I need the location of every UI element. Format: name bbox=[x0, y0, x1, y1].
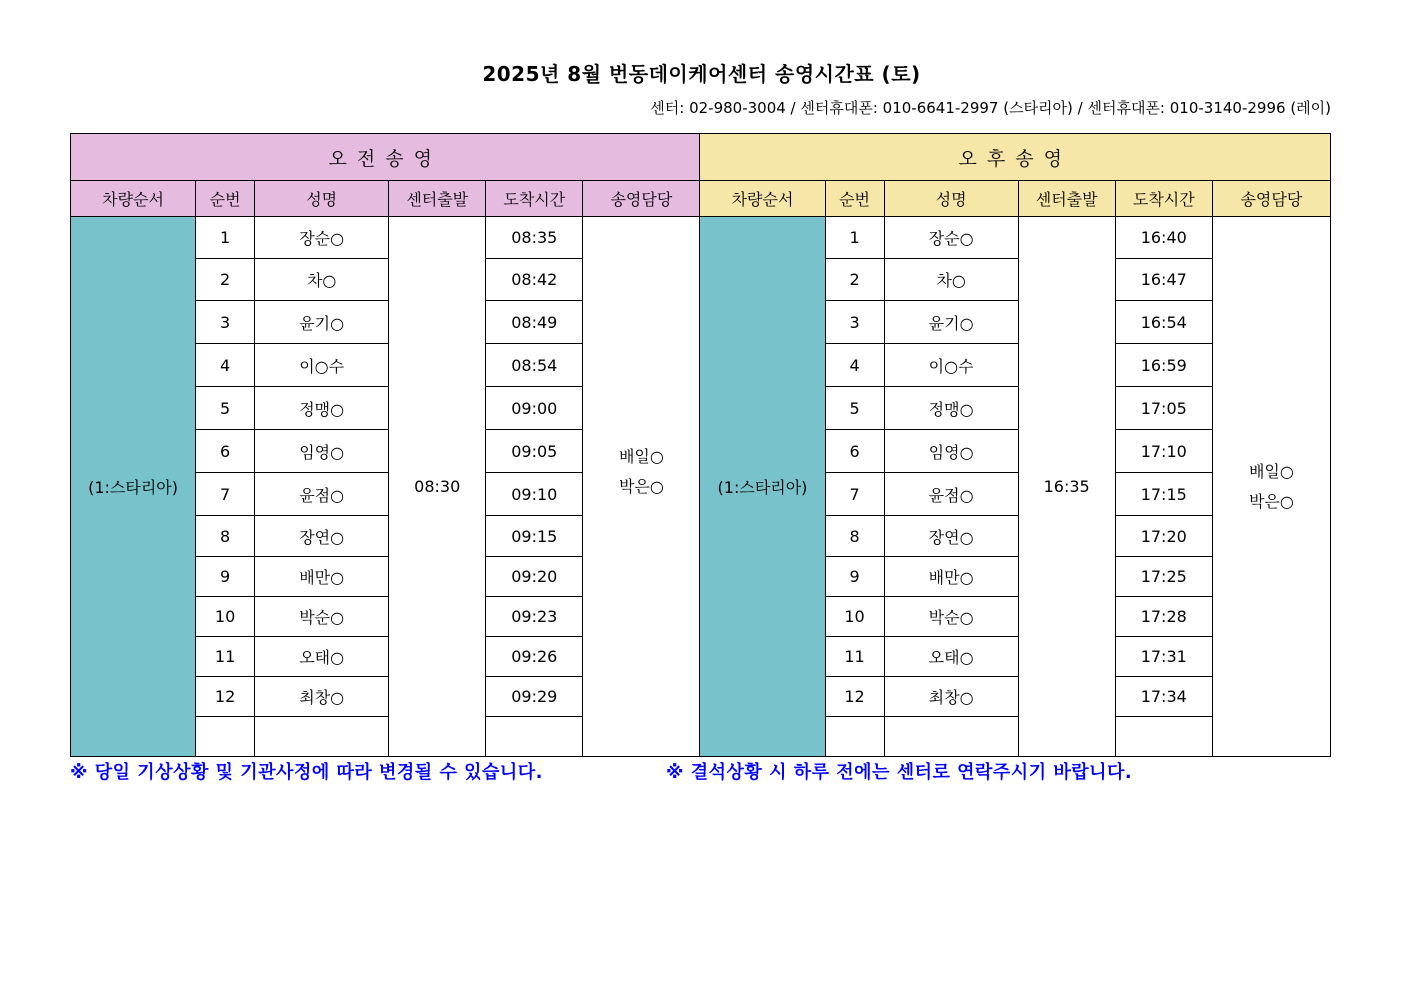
am-staff-name: 배일○ bbox=[618, 446, 664, 466]
am-row-no: 9 bbox=[196, 557, 255, 597]
pm-row-name: 오태○ bbox=[884, 637, 1018, 677]
pm-row-no: 6 bbox=[825, 430, 884, 473]
am-row-arrival: 08:54 bbox=[486, 344, 583, 387]
pm-staff-name: 배일○ bbox=[1248, 461, 1294, 481]
am-row-no: 10 bbox=[196, 597, 255, 637]
pm-row-no: 5 bbox=[825, 387, 884, 430]
am-row-arrival: 09:23 bbox=[486, 597, 583, 637]
am-col-arrival: 도착시간 bbox=[486, 181, 583, 217]
note-absence: ※ 결석상황 시 하루 전에는 센터로 연락주시기 바랍니다. bbox=[666, 762, 1133, 783]
am-row-name: 박순○ bbox=[255, 597, 389, 637]
am-row-arrival: 09:15 bbox=[486, 516, 583, 557]
pm-row-arrival: 16:40 bbox=[1115, 217, 1212, 259]
am-row-arrival: 09:05 bbox=[486, 430, 583, 473]
am-empty-cell bbox=[486, 717, 583, 757]
am-staff-name: 박은○ bbox=[618, 476, 664, 496]
pm-staff-name: 박은○ bbox=[1248, 491, 1294, 511]
pm-row-no: 2 bbox=[825, 259, 884, 301]
pm-staff-cell bbox=[1212, 217, 1330, 757]
am-row-name: 장순○ bbox=[255, 217, 389, 259]
am-row-name: 정맹○ bbox=[255, 387, 389, 430]
pm-row-name: 윤기○ bbox=[884, 301, 1018, 344]
am-row-no: 12 bbox=[196, 677, 255, 717]
pm-row-arrival: 17:15 bbox=[1115, 473, 1212, 516]
pm-row-name: 배만○ bbox=[884, 557, 1018, 597]
pm-row-name: 윤점○ bbox=[884, 473, 1018, 516]
am-row-no: 11 bbox=[196, 637, 255, 677]
am-empty-cell bbox=[255, 717, 389, 757]
am-row-no: 1 bbox=[196, 217, 255, 259]
am-row-arrival: 09:20 bbox=[486, 557, 583, 597]
am-row-arrival: 09:29 bbox=[486, 677, 583, 717]
am-row-no: 5 bbox=[196, 387, 255, 430]
am-row-no: 8 bbox=[196, 516, 255, 557]
notes bbox=[70, 758, 1133, 784]
contact-info: 센터: 02-980-3004 / 센터휴대폰: 010-6641-2997 (스타리아) / 센터휴대폰: 010-3140-2996 (레이) bbox=[650, 99, 1331, 117]
am-section-header: 오전송영 bbox=[71, 134, 700, 181]
pm-row-name: 최창○ bbox=[884, 677, 1018, 717]
pm-empty-cell bbox=[1115, 717, 1212, 757]
am-row-arrival: 09:10 bbox=[486, 473, 583, 516]
pm-row-arrival: 17:34 bbox=[1115, 677, 1212, 717]
pm-col-vehicle: 차량순서 bbox=[700, 181, 825, 217]
pm-row-name: 차○ bbox=[884, 259, 1018, 301]
am-row-name: 오태○ bbox=[255, 637, 389, 677]
pm-row-arrival: 17:20 bbox=[1115, 516, 1212, 557]
am-row-arrival: 09:26 bbox=[486, 637, 583, 677]
pm-departure-time: 16:35 bbox=[1018, 217, 1115, 757]
am-row-name: 윤기○ bbox=[255, 301, 389, 344]
am-col-no: 순번 bbox=[196, 181, 255, 217]
pm-row-no: 3 bbox=[825, 301, 884, 344]
page-title: 2025년 8월 번동데이케어센터 송영시간표 (토) bbox=[482, 62, 921, 86]
am-row-name: 최창○ bbox=[255, 677, 389, 717]
pm-vehicle-cell: (1:스타리아) bbox=[700, 217, 825, 757]
pm-row-name: 정맹○ bbox=[884, 387, 1018, 430]
pm-row-no: 11 bbox=[825, 637, 884, 677]
am-row-no: 6 bbox=[196, 430, 255, 473]
pm-row-arrival: 16:59 bbox=[1115, 344, 1212, 387]
pm-empty-cell bbox=[884, 717, 1018, 757]
am-row-no: 2 bbox=[196, 259, 255, 301]
am-col-vehicle: 차량순서 bbox=[71, 181, 196, 217]
am-row-name: 이○수 bbox=[255, 344, 389, 387]
am-row-name: 윤점○ bbox=[255, 473, 389, 516]
pm-row-no: 9 bbox=[825, 557, 884, 597]
am-row-arrival: 09:00 bbox=[486, 387, 583, 430]
am-row-arrival: 08:42 bbox=[486, 259, 583, 301]
pm-row-arrival: 17:25 bbox=[1115, 557, 1212, 597]
pm-col-departure: 센터출발 bbox=[1018, 181, 1115, 217]
pm-row-no: 10 bbox=[825, 597, 884, 637]
am-row-arrival: 08:35 bbox=[486, 217, 583, 259]
pm-row-arrival: 17:10 bbox=[1115, 430, 1212, 473]
pm-row-no: 4 bbox=[825, 344, 884, 387]
pm-row-name: 박순○ bbox=[884, 597, 1018, 637]
am-row-no: 4 bbox=[196, 344, 255, 387]
pm-col-no: 순번 bbox=[825, 181, 884, 217]
pm-row-no: 8 bbox=[825, 516, 884, 557]
am-vehicle-cell: (1:스타리아) bbox=[71, 217, 196, 757]
pm-empty-cell bbox=[825, 717, 884, 757]
pm-row-arrival: 17:05 bbox=[1115, 387, 1212, 430]
am-row-no: 3 bbox=[196, 301, 255, 344]
table-row bbox=[71, 217, 1331, 259]
am-row-name: 차○ bbox=[255, 259, 389, 301]
am-staff-cell bbox=[583, 217, 700, 757]
pm-row-arrival: 16:47 bbox=[1115, 259, 1212, 301]
am-row-no: 7 bbox=[196, 473, 255, 516]
pm-row-arrival: 17:28 bbox=[1115, 597, 1212, 637]
am-col-staff: 송영담당 bbox=[583, 181, 700, 217]
pm-row-name: 장순○ bbox=[884, 217, 1018, 259]
am-row-arrival: 08:49 bbox=[486, 301, 583, 344]
pm-row-name: 이○수 bbox=[884, 344, 1018, 387]
am-row-name: 장연○ bbox=[255, 516, 389, 557]
pm-row-no: 1 bbox=[825, 217, 884, 259]
am-col-name: 성명 bbox=[255, 181, 389, 217]
pm-row-arrival: 16:54 bbox=[1115, 301, 1212, 344]
schedule-table bbox=[70, 133, 1331, 757]
am-row-name: 임영○ bbox=[255, 430, 389, 473]
pm-section-header: 오후송영 bbox=[700, 134, 1331, 181]
am-row-name: 배만○ bbox=[255, 557, 389, 597]
pm-row-arrival: 17:31 bbox=[1115, 637, 1212, 677]
am-empty-cell bbox=[196, 717, 255, 757]
pm-row-no: 12 bbox=[825, 677, 884, 717]
pm-row-name: 임영○ bbox=[884, 430, 1018, 473]
pm-row-name: 장연○ bbox=[884, 516, 1018, 557]
am-col-departure: 센터출발 bbox=[389, 181, 486, 217]
pm-col-staff: 송영담당 bbox=[1212, 181, 1330, 217]
pm-col-arrival: 도착시간 bbox=[1115, 181, 1212, 217]
pm-row-no: 7 bbox=[825, 473, 884, 516]
pm-col-name: 성명 bbox=[884, 181, 1018, 217]
am-departure-time: 08:30 bbox=[389, 217, 486, 757]
note-weather: ※ 당일 기상상황 및 기관사정에 따라 변경될 수 있습니다. bbox=[70, 762, 544, 783]
